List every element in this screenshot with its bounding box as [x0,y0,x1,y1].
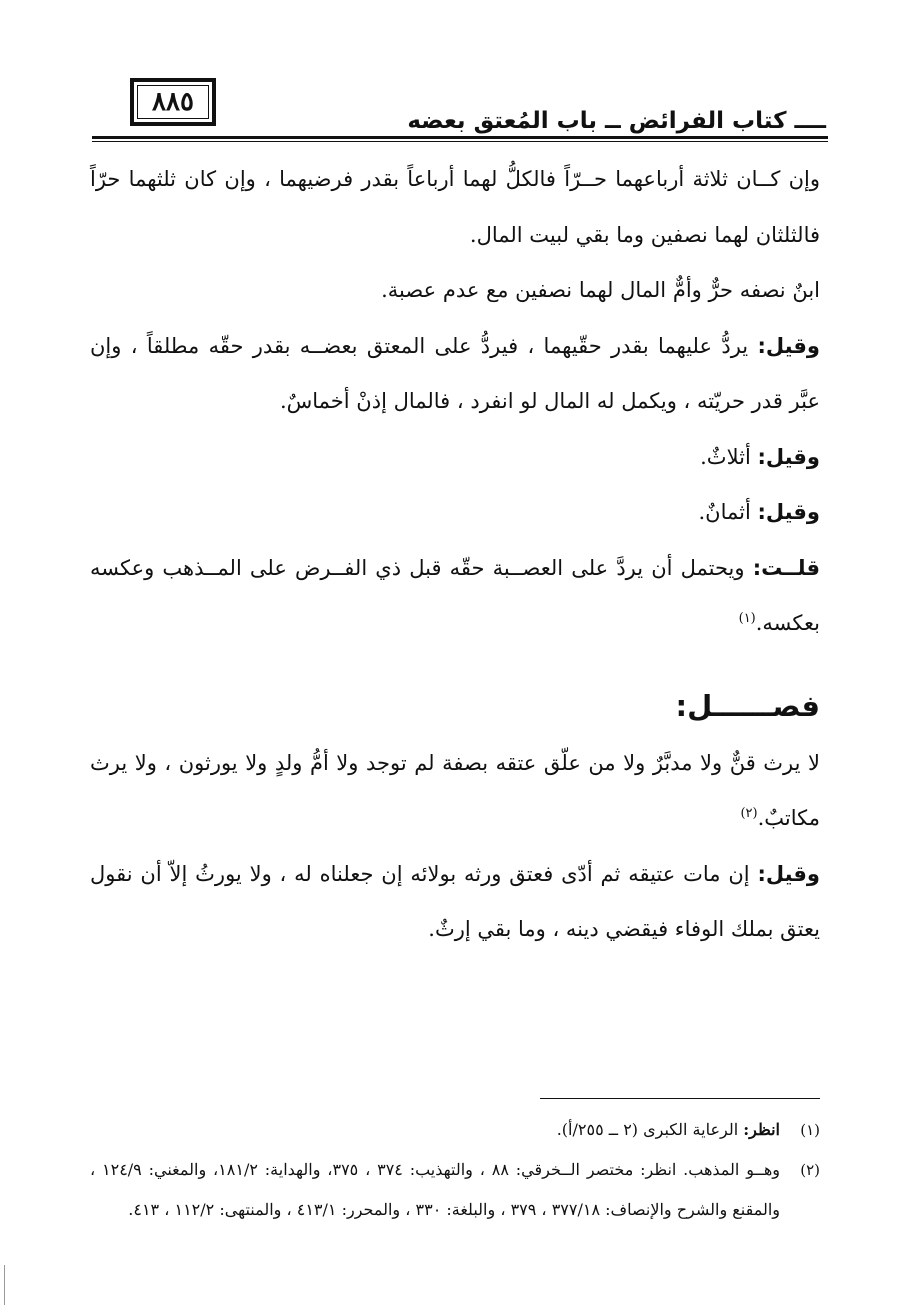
running-header: ــــ كتاب الفرائض ــ باب المُعتق بعضه [407,108,826,134]
footnote-text: الرعاية الكبرى (٢ ــ ٢٥٥/أ). [556,1120,744,1139]
paragraph-lead: وقيل: [757,444,820,469]
paragraph-lead: وقيل: [757,500,820,524]
paragraph-4 [90,430,820,486]
footnote-text: وهــو المذهب. انظر: مختصر الــخرقي: ٨٨ ، والتهذيب: ٣٧٤ ، ٣٧٥، والهداية: ١٨١/٢، والمغني: ١٢٤/٩ ، والمقنع والشرح والإنصاف: ٣٧٧/١٨ ، ٣٧٩ ، والبلغة: ٣٣٠ ، والمحرر: ٤١٣/١ ، والمنتهى: ١١٢/٢ ، ٤١٣. [90,1160,781,1219]
main-text [90,152,820,958]
paragraph-text: يردُّ عليهما بقدر حقّيهما ، فيردُّ على المعتق بعضــه بقدر حقّه مطلقاً ، وإن عبَّر قدر حريّته ، ويكمل له المال لو انفرد ، فالمال إذنْ أخماسٌ. [90,333,820,413]
footnote-reference[interactable]: (١) [738,611,756,626]
footnote-separator [540,1098,820,1099]
footnote-reference[interactable]: (٢) [740,806,758,821]
paragraph-text: لا يرث قنٌّ ولا مدبَّرٌ ولا من علّق عتقه بصفة لم توجد ولا أمُّ ولدٍ ولا يورثون ، ولا يرث مكاتبٌ. [90,750,820,830]
footnote-1 [90,1110,820,1150]
footnote-number: (١) [800,1121,820,1139]
footnote-number: (٢) [800,1161,820,1179]
page-number [130,78,216,126]
paragraph-1: وإن كــان ثلاثة أرباعهما حــرّاً فالكلُّ لهما أرباعاً بقدر فرضيهما ، وإن كان ثلثهما حرّاً فالثلثان لهما نصفين وما بقي لبيت المال. [90,167,820,247]
section-heading: فصــــــل: [675,688,820,723]
header-rule-thin [92,141,828,142]
header-rule [92,136,828,139]
paragraph-lead: وقيل: [757,333,820,358]
paragraph-5 [90,485,820,541]
paragraph-lead: وقيل: [757,861,820,886]
paragraph-7 [90,736,820,847]
paragraph-8 [90,847,820,958]
paragraph-lead: قلــت: [752,555,820,580]
footnotes [90,1110,820,1230]
paragraph-text: إن مات عتيقه ثم أدّى فعتق ورثه بولائه إن جعلناه له ، ولا يورثُ إلاّ أن نقول يعتق بملك الوفاء فيقضي دينه ، وما بقي إرثٌ. [90,861,820,941]
paragraph-text: ويحتمل أن يردَّ على العصــبة حقّه قبل ذي الفــرض على المــذهب وعكسه بعكسه. [90,555,820,635]
paragraph-text: أثمانٌ. [698,500,758,524]
paragraph-3 [90,319,820,430]
footnote-2 [90,1150,820,1230]
footnote-lead: انظر: [743,1120,780,1139]
paragraph-2: ابنٌ نصفه حرٌّ وأمٌّ المال لهما نصفين مع عدم عصبة. [381,278,820,302]
page-number-text: ٨٨٥ [152,87,194,117]
paragraph-6 [90,541,820,652]
paragraph-text: أثلاثٌ. [700,444,758,469]
scan-edge-mark [4,1265,5,1305]
